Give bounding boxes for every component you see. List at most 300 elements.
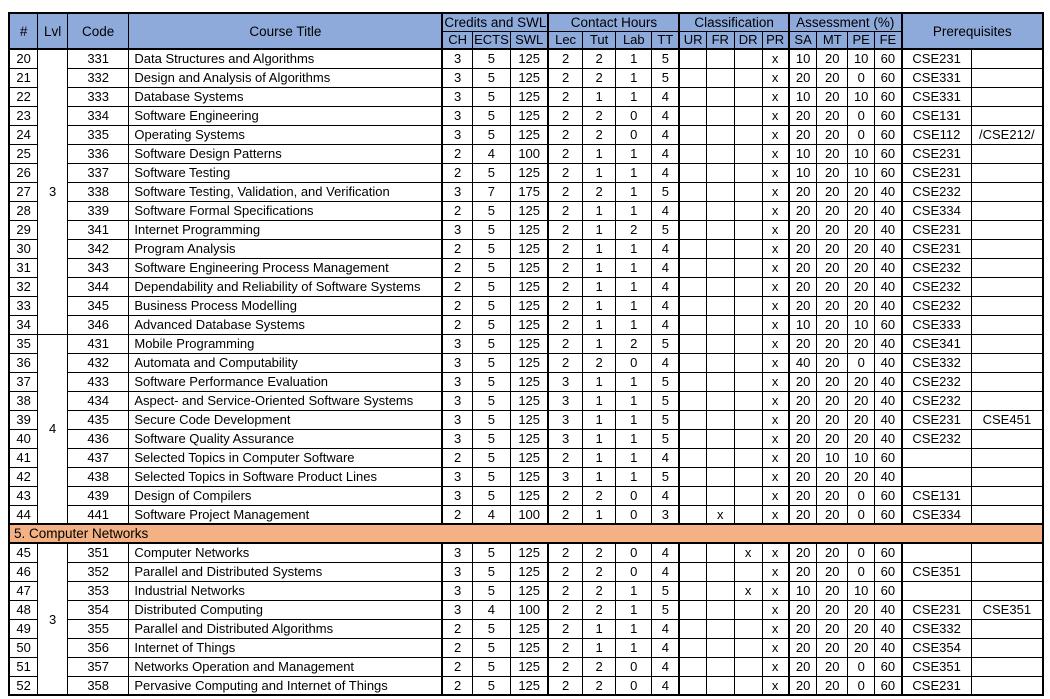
cell-ch: 3 <box>442 543 472 562</box>
cell-sa: 20 <box>789 258 817 277</box>
cell-fe: 60 <box>875 87 902 106</box>
cell-ch: 2 <box>442 657 472 676</box>
cell-lec: 3 <box>548 391 582 410</box>
table-row <box>9 334 1043 353</box>
cell-fr <box>706 125 734 144</box>
cell-prereq_alt <box>971 296 1043 315</box>
group-header-credits-swl: Credits and SWL <box>444 14 547 30</box>
cell-sa: 10 <box>789 163 817 182</box>
cell-swl: 125 <box>510 619 548 638</box>
cell-ur <box>679 334 706 353</box>
cell-fr: x <box>706 505 734 524</box>
cell-pe: 10 <box>848 581 875 600</box>
cell-prereq_alt <box>971 638 1043 657</box>
cell-ch: 2 <box>442 505 472 524</box>
cell-prereq: CSE354 <box>902 638 972 657</box>
table-row <box>9 505 1043 524</box>
cell-ects: 5 <box>472 277 510 296</box>
cell-ur <box>679 486 706 505</box>
cell-pr: x <box>762 372 789 391</box>
cell-sa: 20 <box>789 68 817 87</box>
cell-mt: 20 <box>817 372 848 391</box>
cell-prereq_alt <box>971 676 1043 695</box>
cell-swl: 125 <box>510 676 548 695</box>
cell-code: 352 <box>68 562 129 581</box>
cell-prereq_alt: /CSE212/ <box>971 125 1043 144</box>
cell-level: 4 <box>38 334 68 524</box>
cell-swl: 125 <box>510 334 548 353</box>
cell-ur <box>679 448 706 467</box>
cell-title: Software Quality Assurance <box>129 429 443 448</box>
cell-sa: 10 <box>789 144 817 163</box>
cell-ch: 3 <box>442 486 472 505</box>
cell-tut: 1 <box>582 448 616 467</box>
cell-mt: 20 <box>817 391 848 410</box>
cell-ch: 3 <box>442 600 472 619</box>
cell-swl: 125 <box>510 410 548 429</box>
cell-fr <box>706 429 734 448</box>
cell-tut: 1 <box>582 87 616 106</box>
cell-tut: 1 <box>582 638 616 657</box>
cell-lec: 3 <box>548 429 582 448</box>
cell-tt: 5 <box>652 182 680 201</box>
cell-dr <box>734 334 762 353</box>
cell-lab: 0 <box>616 505 652 524</box>
cell-fr <box>706 448 734 467</box>
cell-sa: 20 <box>789 505 817 524</box>
cell-dr <box>734 657 762 676</box>
cell-swl: 125 <box>510 657 548 676</box>
cell-tt: 4 <box>652 448 680 467</box>
cell-ch: 3 <box>442 410 472 429</box>
cell-lec: 2 <box>548 49 582 68</box>
cell-prereq: CSE351 <box>902 657 972 676</box>
cell-ch: 2 <box>442 258 472 277</box>
cell-pr: x <box>762 277 789 296</box>
cell-title: Computer Networks <box>129 543 443 562</box>
cell-fe: 40 <box>875 410 902 429</box>
cell-pr: x <box>762 144 789 163</box>
cell-ects: 5 <box>472 638 510 657</box>
cell-sa: 10 <box>789 49 817 68</box>
cell-ch: 3 <box>442 467 472 486</box>
cell-fr <box>706 353 734 372</box>
cell-fr <box>706 144 734 163</box>
group-header-contact-hours: Contact Hours <box>548 13 679 31</box>
cell-code: 335 <box>68 125 129 144</box>
cell-code: 431 <box>68 334 129 353</box>
cell-tt: 4 <box>652 87 680 106</box>
cell-fr <box>706 163 734 182</box>
table-row <box>9 391 1043 410</box>
cell-lab: 1 <box>616 68 652 87</box>
cell-pr: x <box>762 315 789 334</box>
cell-title: Internet Programming <box>129 220 443 239</box>
cell-tut: 1 <box>582 410 616 429</box>
cell-pe: 10 <box>848 87 875 106</box>
cell-pe: 20 <box>848 391 875 410</box>
cell-pr: x <box>762 87 789 106</box>
cell-pe: 0 <box>848 676 875 695</box>
cell-swl: 125 <box>510 125 548 144</box>
cell-title: Internet of Things <box>129 638 443 657</box>
cell-swl: 125 <box>510 239 548 258</box>
cell-fe: 60 <box>875 49 902 68</box>
cell-num: 46 <box>9 562 38 581</box>
cell-pr: x <box>762 201 789 220</box>
cell-swl: 125 <box>510 201 548 220</box>
cell-prereq: CSE112 <box>902 125 972 144</box>
cell-ch: 3 <box>442 372 472 391</box>
cell-mt: 20 <box>817 619 848 638</box>
cell-num: 30 <box>9 239 38 258</box>
cell-pr: x <box>762 505 789 524</box>
cell-pe: 10 <box>848 315 875 334</box>
cell-tt: 5 <box>652 220 680 239</box>
cell-code: 355 <box>68 619 129 638</box>
cell-title: Software Testing, Validation, and Verification <box>129 182 443 201</box>
cell-prereq: CSE332 <box>902 619 972 638</box>
cell-pr: x <box>762 106 789 125</box>
cell-ur <box>679 467 706 486</box>
cell-title: Software Performance Evaluation <box>129 372 443 391</box>
cell-sa: 20 <box>789 220 817 239</box>
cell-tt: 5 <box>652 334 680 353</box>
cell-pr: x <box>762 600 789 619</box>
cell-tut: 1 <box>582 258 616 277</box>
cell-swl: 125 <box>510 87 548 106</box>
cell-num: 20 <box>9 49 38 68</box>
table-row <box>9 277 1043 296</box>
cell-ch: 3 <box>442 68 472 87</box>
cell-code: 437 <box>68 448 129 467</box>
cell-tut: 2 <box>582 543 616 562</box>
cell-prereq: CSE131 <box>902 486 972 505</box>
cell-pe: 20 <box>848 619 875 638</box>
cell-ects: 4 <box>472 505 510 524</box>
subheader-ur: UR <box>679 31 706 49</box>
cell-fe: 60 <box>875 505 902 524</box>
cell-ects: 5 <box>472 429 510 448</box>
cell-fe: 40 <box>875 467 902 486</box>
cell-lec: 2 <box>548 657 582 676</box>
cell-tt: 4 <box>652 163 680 182</box>
cell-ects: 5 <box>472 258 510 277</box>
cell-fe: 40 <box>875 353 902 372</box>
cell-title: Aspect- and Service-Oriented Software Systems <box>129 391 443 410</box>
table-row <box>9 239 1043 258</box>
cell-tut: 2 <box>582 657 616 676</box>
cell-mt: 20 <box>817 163 848 182</box>
subheader-lec: Lec <box>548 31 582 49</box>
cell-ects: 5 <box>472 372 510 391</box>
cell-lec: 2 <box>548 201 582 220</box>
cell-title: Networks Operation and Management <box>129 657 443 676</box>
cell-prereq_alt <box>971 372 1043 391</box>
cell-ects: 5 <box>472 353 510 372</box>
cell-lec: 2 <box>548 315 582 334</box>
cell-pr: x <box>762 334 789 353</box>
cell-code: 342 <box>68 239 129 258</box>
cell-title: Software Engineering <box>129 106 443 125</box>
cell-prereq_alt <box>971 619 1043 638</box>
cell-prereq: CSE351 <box>902 562 972 581</box>
cell-fe: 60 <box>875 106 902 125</box>
table-row <box>9 676 1043 695</box>
cell-tut: 2 <box>582 353 616 372</box>
cell-prereq_alt <box>971 106 1043 125</box>
cell-ects: 5 <box>472 448 510 467</box>
cell-title: Parallel and Distributed Algorithms <box>129 619 443 638</box>
cell-ur <box>679 353 706 372</box>
cell-tt: 4 <box>652 543 680 562</box>
cell-num: 25 <box>9 144 38 163</box>
cell-dr <box>734 467 762 486</box>
cell-title: Design of Compilers <box>129 486 443 505</box>
cell-prereq: CSE331 <box>902 68 972 87</box>
cell-tt: 4 <box>652 125 680 144</box>
cell-pe: 0 <box>848 486 875 505</box>
cell-fe: 60 <box>875 144 902 163</box>
cell-code: 343 <box>68 258 129 277</box>
cell-num: 24 <box>9 125 38 144</box>
cell-ur <box>679 315 706 334</box>
cell-fr <box>706 182 734 201</box>
cell-num: 42 <box>9 467 38 486</box>
cell-fr <box>706 239 734 258</box>
cell-num: 32 <box>9 277 38 296</box>
cell-lec: 2 <box>548 600 582 619</box>
cell-ch: 2 <box>442 315 472 334</box>
cell-sa: 20 <box>789 562 817 581</box>
cell-prereq: CSE232 <box>902 182 972 201</box>
cell-ch: 2 <box>442 201 472 220</box>
cell-title: Operating Systems <box>129 125 443 144</box>
cell-pr: x <box>762 182 789 201</box>
cell-title: Business Process Modelling <box>129 296 443 315</box>
cell-ects: 5 <box>472 486 510 505</box>
cell-dr <box>734 182 762 201</box>
cell-tut: 1 <box>582 163 616 182</box>
cell-lab: 1 <box>616 467 652 486</box>
cell-fe: 60 <box>875 657 902 676</box>
cell-ch: 2 <box>442 676 472 695</box>
cell-prereq: CSE232 <box>902 372 972 391</box>
cell-code: 338 <box>68 182 129 201</box>
table-row <box>9 220 1043 239</box>
cell-mt: 20 <box>817 49 848 68</box>
cell-ch: 2 <box>442 448 472 467</box>
cell-num: 51 <box>9 657 38 676</box>
cell-fr <box>706 258 734 277</box>
group-header-classification: Classification <box>679 13 788 31</box>
cell-code: 341 <box>68 220 129 239</box>
cell-pr: x <box>762 581 789 600</box>
cell-fr <box>706 334 734 353</box>
cell-ects: 5 <box>472 201 510 220</box>
cell-num: 22 <box>9 87 38 106</box>
cell-prereq_alt <box>971 201 1043 220</box>
cell-prereq: CSE232 <box>902 429 972 448</box>
cell-lab: 1 <box>616 163 652 182</box>
cell-prereq: CSE231 <box>902 220 972 239</box>
cell-ects: 5 <box>472 334 510 353</box>
cell-dr <box>734 562 762 581</box>
table-row <box>9 201 1043 220</box>
table-body <box>9 49 1043 695</box>
cell-prereq: CSE331 <box>902 87 972 106</box>
cell-sa: 20 <box>789 543 817 562</box>
cell-ch: 3 <box>442 49 472 68</box>
cell-title: Pervasive Computing and Internet of Things <box>129 676 443 695</box>
cell-lec: 2 <box>548 106 582 125</box>
cell-pe: 20 <box>848 372 875 391</box>
cell-prereq: CSE334 <box>902 505 972 524</box>
cell-lab: 1 <box>616 638 652 657</box>
cell-ur <box>679 239 706 258</box>
cell-fe: 60 <box>875 562 902 581</box>
cell-dr <box>734 201 762 220</box>
cell-fr <box>706 486 734 505</box>
subheader-ects: ECTS <box>474 32 509 48</box>
subheader-mt: MT <box>817 31 848 49</box>
cell-code: 433 <box>68 372 129 391</box>
cell-sa: 20 <box>789 676 817 695</box>
cell-num: 27 <box>9 182 38 201</box>
cell-pe: 20 <box>848 296 875 315</box>
cell-pr: x <box>762 638 789 657</box>
subheader-tt: TT <box>652 31 680 49</box>
cell-lab: 1 <box>616 581 652 600</box>
cell-tut: 2 <box>582 581 616 600</box>
cell-ects: 5 <box>472 619 510 638</box>
cell-ur <box>679 277 706 296</box>
cell-tut: 2 <box>582 68 616 87</box>
cell-swl: 125 <box>510 391 548 410</box>
cell-ur <box>679 144 706 163</box>
cell-fe: 60 <box>875 315 902 334</box>
cell-lab: 0 <box>616 676 652 695</box>
cell-title: Program Analysis <box>129 239 443 258</box>
cell-sa: 10 <box>789 581 817 600</box>
cell-ur <box>679 372 706 391</box>
cell-sa: 20 <box>789 239 817 258</box>
cell-sa: 20 <box>789 391 817 410</box>
cell-lec: 2 <box>548 220 582 239</box>
cell-tut: 2 <box>582 676 616 695</box>
cell-ch: 3 <box>442 125 472 144</box>
cell-swl: 125 <box>510 220 548 239</box>
cell-swl: 125 <box>510 277 548 296</box>
cell-tt: 4 <box>652 657 680 676</box>
cell-mt: 20 <box>817 144 848 163</box>
cell-ch: 2 <box>442 144 472 163</box>
cell-lab: 1 <box>616 372 652 391</box>
cell-prereq: CSE131 <box>902 106 972 125</box>
cell-lab: 0 <box>616 125 652 144</box>
cell-ects: 5 <box>472 467 510 486</box>
cell-prereq <box>902 581 972 600</box>
cell-ur <box>679 391 706 410</box>
cell-fe: 40 <box>875 619 902 638</box>
cell-lec: 2 <box>548 353 582 372</box>
cell-fe: 40 <box>875 372 902 391</box>
table-row <box>9 372 1043 391</box>
cell-tut: 1 <box>582 505 616 524</box>
table-row <box>9 657 1043 676</box>
cell-fr <box>706 543 734 562</box>
cell-pr: x <box>762 125 789 144</box>
cell-sa: 20 <box>789 600 817 619</box>
cell-dr <box>734 258 762 277</box>
cell-code: 353 <box>68 581 129 600</box>
cell-pe: 0 <box>848 68 875 87</box>
cell-fr <box>706 638 734 657</box>
cell-lab: 1 <box>616 600 652 619</box>
cell-title: Parallel and Distributed Systems <box>129 562 443 581</box>
subheader-tut: Tut <box>582 31 616 49</box>
cell-prereq: CSE231 <box>902 600 972 619</box>
cell-lab: 0 <box>616 543 652 562</box>
cell-mt: 20 <box>817 505 848 524</box>
cell-dr <box>734 448 762 467</box>
cell-dr <box>734 391 762 410</box>
cell-num: 29 <box>9 220 38 239</box>
cell-ch: 2 <box>442 277 472 296</box>
cell-code: 332 <box>68 68 129 87</box>
cell-tut: 1 <box>582 220 616 239</box>
cell-num: 39 <box>9 410 38 429</box>
cell-mt: 20 <box>817 201 848 220</box>
cell-code: 334 <box>68 106 129 125</box>
cell-mt: 20 <box>817 296 848 315</box>
cell-lab: 1 <box>616 296 652 315</box>
cell-tt: 5 <box>652 68 680 87</box>
cell-tt: 5 <box>652 372 680 391</box>
cell-ur <box>679 581 706 600</box>
cell-title: Distributed Computing <box>129 600 443 619</box>
cell-lec: 3 <box>548 410 582 429</box>
cell-pe: 0 <box>848 543 875 562</box>
cell-sa: 20 <box>789 106 817 125</box>
cell-ch: 2 <box>442 163 472 182</box>
cell-dr <box>734 87 762 106</box>
cell-code: 345 <box>68 296 129 315</box>
cell-lec: 2 <box>548 638 582 657</box>
section-header-row <box>9 524 1043 543</box>
table-row <box>9 163 1043 182</box>
table-row <box>9 486 1043 505</box>
cell-lec: 2 <box>548 296 582 315</box>
cell-sa: 20 <box>789 448 817 467</box>
cell-ur <box>679 258 706 277</box>
cell-title: Design and Analysis of Algorithms <box>129 68 443 87</box>
cell-pr: x <box>762 68 789 87</box>
cell-prereq: CSE231 <box>902 49 972 68</box>
cell-lab: 0 <box>616 562 652 581</box>
cell-pr: x <box>762 429 789 448</box>
cell-ch: 3 <box>442 391 472 410</box>
cell-mt: 20 <box>817 182 848 201</box>
cell-ects: 5 <box>472 410 510 429</box>
cell-lab: 1 <box>616 49 652 68</box>
table-row <box>9 619 1043 638</box>
cell-pe: 20 <box>848 334 875 353</box>
cell-mt: 20 <box>817 315 848 334</box>
cell-ects: 5 <box>472 391 510 410</box>
table-row <box>9 144 1043 163</box>
cell-swl: 125 <box>510 372 548 391</box>
